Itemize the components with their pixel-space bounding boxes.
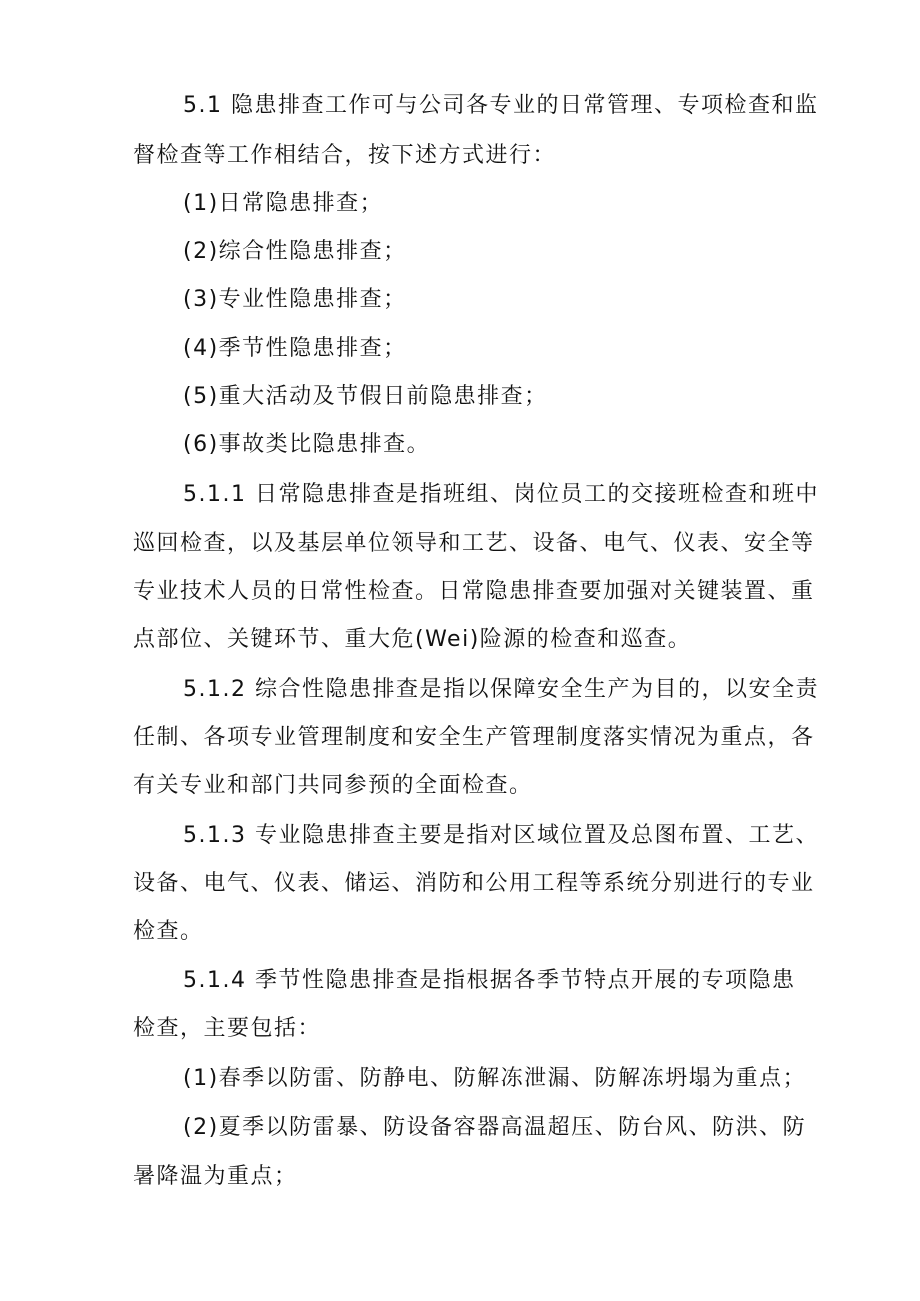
text-line: (2)综合性隐患排查；	[183, 239, 407, 264]
text-line: (1)春季以防雷、防静电、防解冻泄漏、防解冻坍塌为重点；	[183, 1066, 807, 1091]
text-line: (2)夏季以防雷暴、防设备容器高温超压、防台风、防洪、防	[183, 1115, 807, 1140]
text-line: 专业技术人员的日常性检查。日常隐患排查要加强对关键装置、重	[133, 579, 815, 604]
text-line: 5.1.1 日常隐患排查是指班组、岗位员工的交接班检查和班中	[183, 482, 819, 507]
text-line: (5)重大活动及节假日前隐患排查；	[183, 384, 548, 409]
text-line: 检查，主要包括：	[133, 1016, 322, 1041]
text-line: 任制、各项专业管理制度和安全生产管理制度落实情况为重点，各	[133, 725, 815, 750]
text-line: (1)日常隐患排查；	[183, 191, 384, 216]
text-line: (6)事故类比隐患排查。	[183, 432, 431, 457]
text-line: (3)专业性隐患排查；	[183, 287, 407, 312]
text-line: 5.1.3 专业隐患排查主要是指对区域位置及总图布置、工艺、	[183, 823, 819, 848]
text-line: 巡回检查，以及基层单位领导和工艺、设备、电气、仪表、安全等	[133, 531, 815, 556]
text-line: 5.1.2 综合性隐患排查是指以保障安全生产为目的，以安全责	[183, 677, 819, 702]
text-line: (4)季节性隐患排查；	[183, 336, 407, 361]
text-line: 督检查等工作相结合，按下述方式进行：	[133, 143, 557, 168]
text-line: 点部位、关键环节、重大危(Wei)险源的检查和巡查。	[133, 627, 692, 652]
text-line: 设备、电气、仪表、储运、消防和公用工程等系统分别进行的专业	[133, 871, 815, 896]
text-line: 暑降温为重点；	[133, 1164, 298, 1189]
text-line: 有关专业和部门共同参预的全面检查。	[133, 773, 533, 798]
text-line: 5.1 隐患排查工作可与公司各专业的日常管理、专项检查和监	[183, 93, 819, 118]
text-line: 检查。	[133, 919, 204, 944]
text-line: 5.1.4 季节性隐患排查是指根据各季节特点开展的专项隐患	[183, 968, 796, 993]
